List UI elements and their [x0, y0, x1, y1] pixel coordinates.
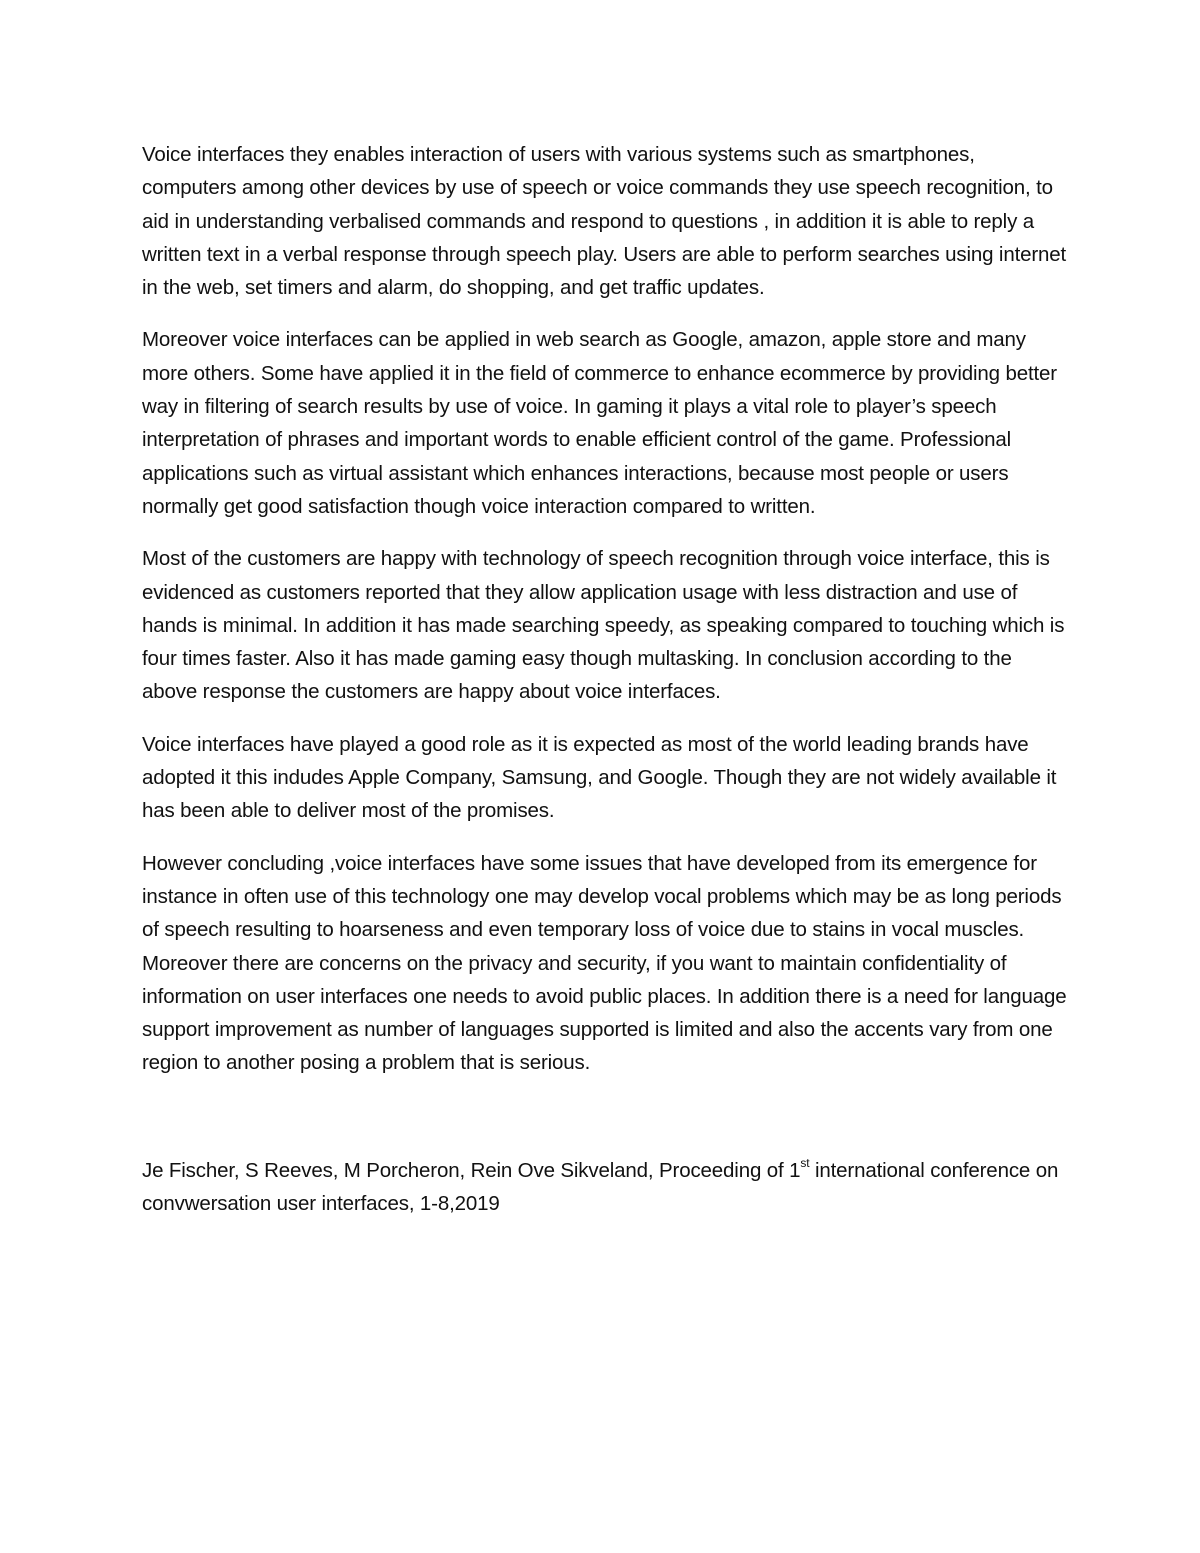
reference-citation [142, 1154, 1067, 1221]
reference-text-start: Je Fischer, S Reeves, M Porcheron, Rein Ove Sikveland, Proceeding of 1 [142, 1158, 801, 1182]
paragraph-4: Voice interfaces have played a good role as it is expected as most of the world leading brands have adopted it this indudes Apple Company, Samsung, and Google. Though they are not widely available it has been able to deliver most of the promises. [142, 732, 1057, 823]
paragraph-5: However concluding ,voice interfaces have some issues that have developed from its emergence for instance in often use of this technology one may develop vocal problems which may be as long periods of speech resulting to hoarseness and even temporary loss of voice due to stains in vocal muscles. Moreover there are concerns on the privacy and security, if you want to maintain confidentiality of information on user interfaces one needs to avoid public places. In addition there is a need for language support improvement as number of languages supported is limited and also the accents vary from one region to another posing a problem that is serious. [142, 851, 1067, 1075]
document-body [142, 138, 1067, 1239]
paragraph-1: Voice interfaces they enables interaction of users with various systems such as smartphones, computers among other devices by use of speech or voice commands they use speech recognition, to aid in understanding verbalised commands and respond to questions , in addition it is able to reply a written text in a verbal response through speech play. Users are able to perform searches using internet in the web, set timers and alarm, do shopping, and get traffic updates. [142, 143, 1067, 300]
paragraph-2: Moreover voice interfaces can be applied in web search as Google, amazon, apple store and many more others. Some have applied it in the field of commerce to enhance ecommerce by providing better way in filtering of search results by use of voice. In gaming it plays a vital role to player’s speech interpretation of phrases and important words to enable efficient control of the game. Professional applications such as virtual assistant which enhances interactions, because most people or users normally get good satisfaction though voice interaction compared to written. [142, 328, 1057, 518]
paragraph-3: Most of the customers are happy with technology of speech recognition through voice interface, this is evidenced as customers reported that they allow application usage with less distraction and use of hands is minimal. In addition it has made searching speedy, as speaking compared to touching which is four times faster. Also it has made gaming easy though multasking. In conclusion according to the above response the customers are happy about voice interfaces. [142, 547, 1065, 704]
reference-text-end: international conference on convwersation user interfaces, 1-8,2019 [142, 1158, 1059, 1216]
reference-superscript: st [800, 1155, 810, 1170]
